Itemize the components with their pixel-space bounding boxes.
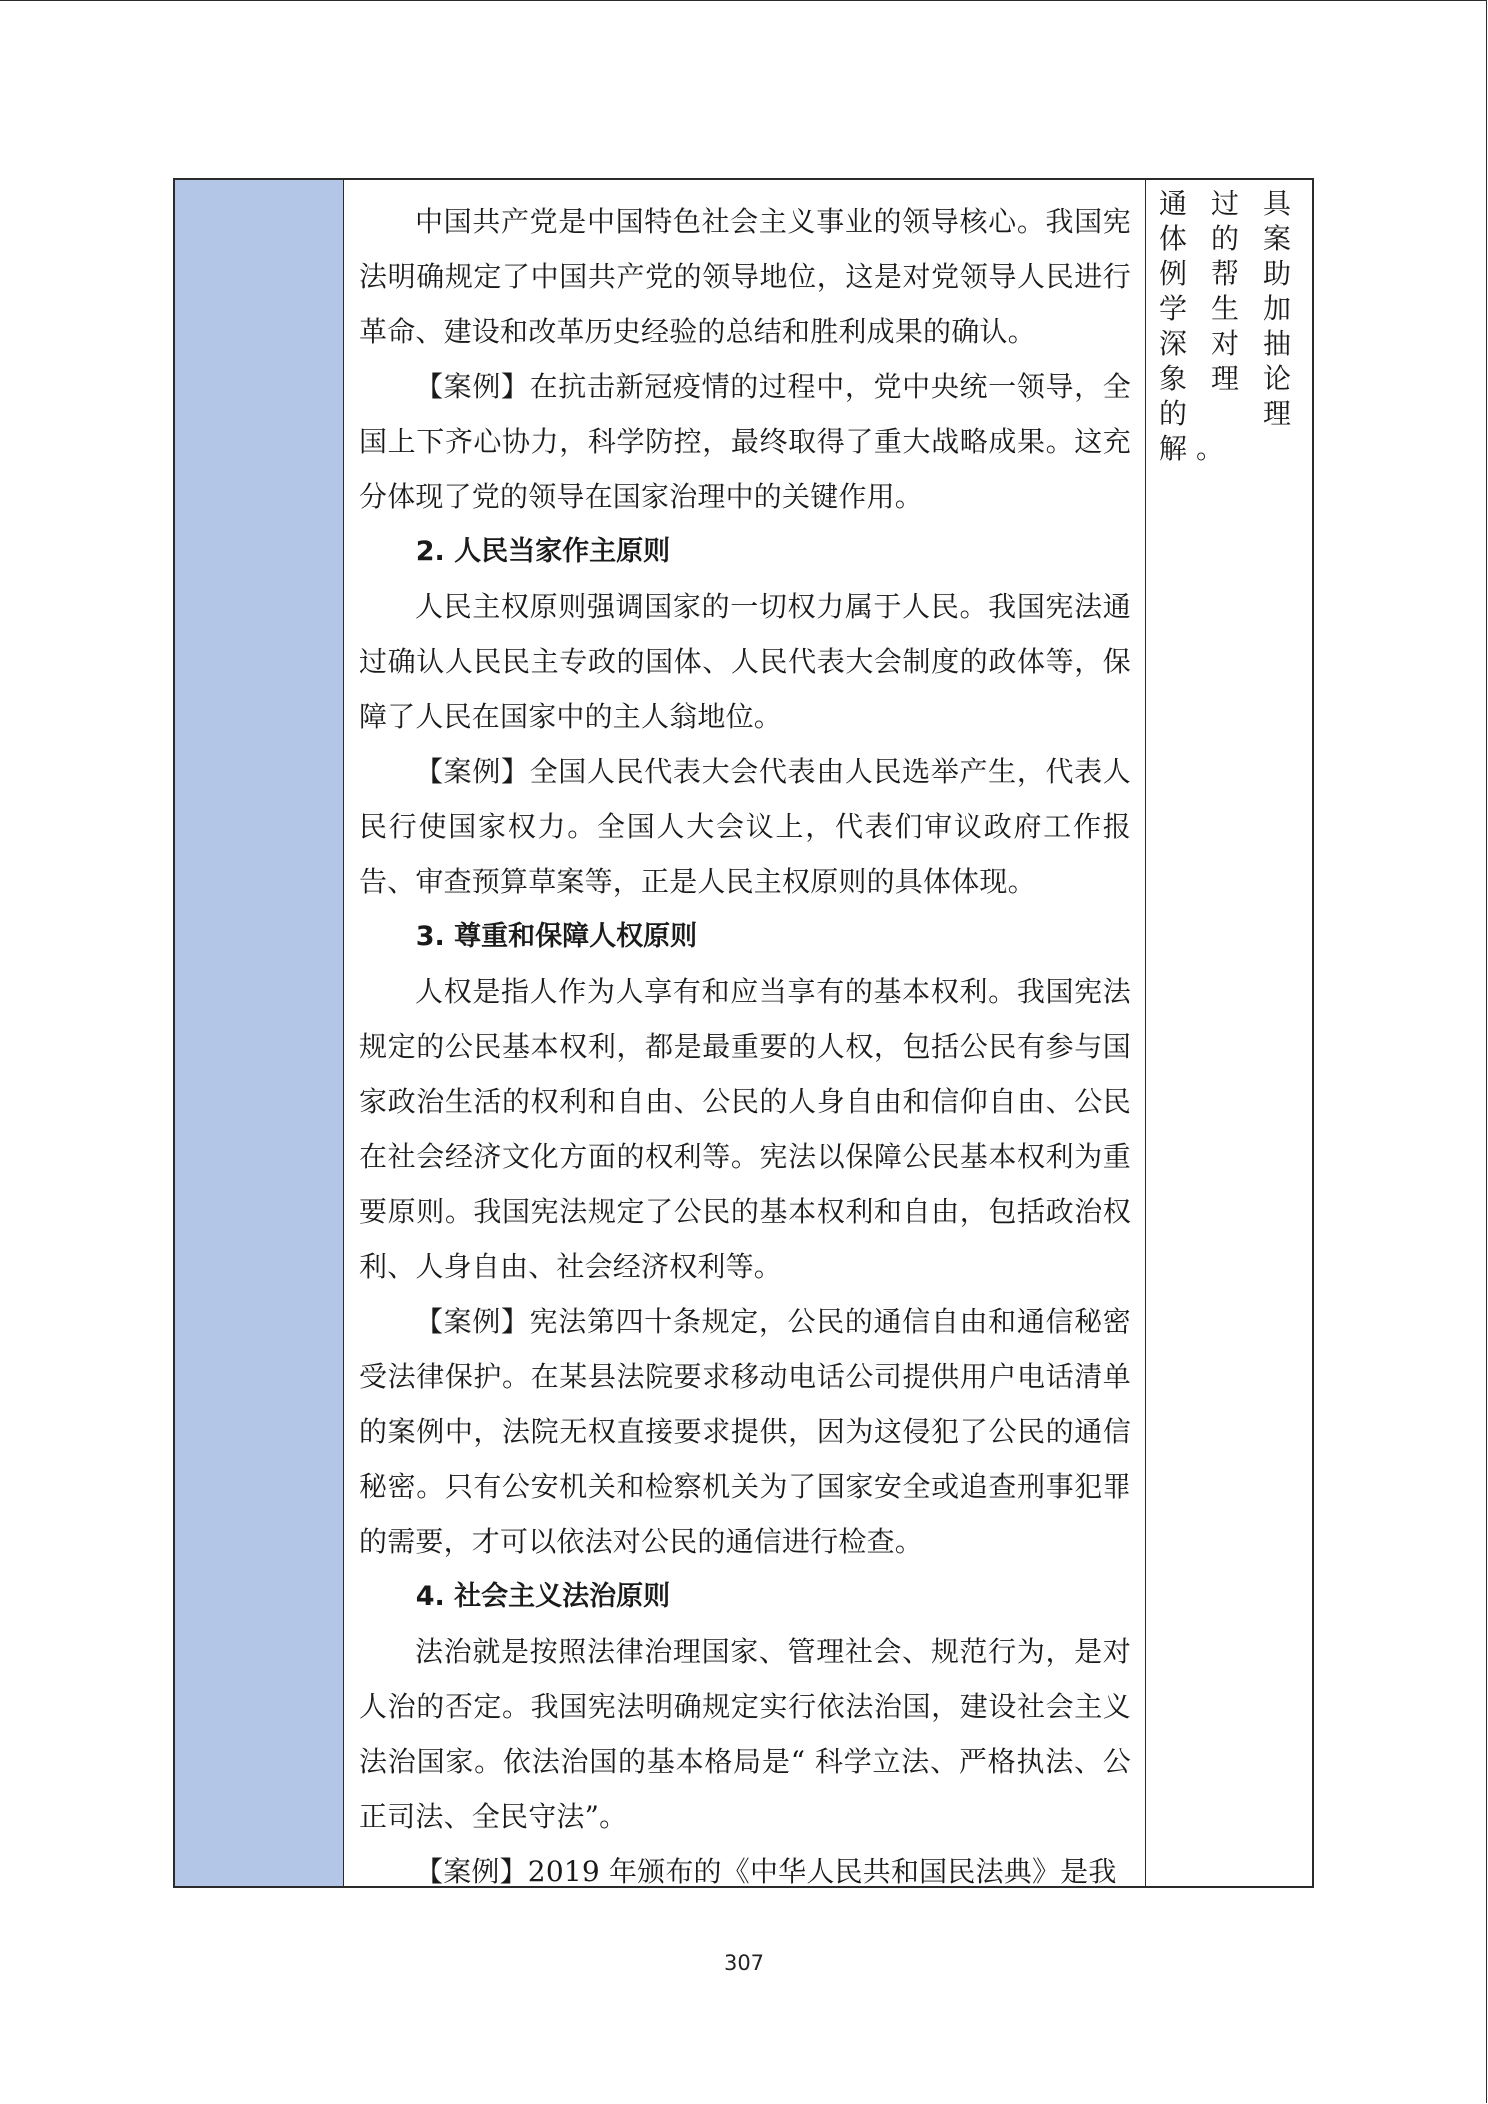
heading-rule-of-law: 4. 社会主义法治原则 <box>415 1581 671 1612</box>
paragraph-case-civil-code: 【案例】2019 年颁布的《中华人民共和国民法典》是我 <box>415 1855 1117 1886</box>
table-content-column <box>344 180 1146 1886</box>
paragraph-case-epidemic: 【案例】在抗击新冠疫情的过程中，党中央统一领导，全国上下齐心协力，科学防控，最终取得了重大战略成果。这充分体现了党的领导在国家治理中的关键作用。 <box>359 370 1131 513</box>
paragraph-party-leadership: 中国共产党是中国特色社会主义事业的领导核心。我国宪法明确规定了中国共产党的领导地位，这是对党领导人民进行革命、建设和改革历史经验的总结和胜利成果的确认。 <box>359 205 1131 348</box>
paragraph-case-npc: 【案例】全国人民代表大会代表由人民选举产生，代表人民行使国家权力。全国人大会议上，代表们审议政府工作报告、审查预算草案等，正是人民主权原则的具体体现。 <box>359 755 1131 898</box>
page-number: 307 <box>723 1951 765 1975</box>
paragraph-case-communication: 【案例】宪法第四十条规定，公民的通信自由和通信秘密受法律保护。在某县法院要求移动电话公司提供用户电话清单的案例中，法院无权直接要求提供，因为这侵犯了公民的通信秘密。只有公安机关和检察机关为了国家安全或追查刑事犯罪的需要，才可以依法对公民的通信进行检查。 <box>359 1305 1131 1558</box>
table-left-column <box>175 180 344 1886</box>
paragraph-people-sovereignty: 人民主权原则强调国家的一切权力属于人民。我国宪法通过确认人民民主专政的国体、人民代表大会制度的政体等，保障了人民在国家中的主人翁地位。 <box>359 590 1131 733</box>
lesson-table <box>173 178 1314 1888</box>
heading-people-master: 2. 人民当家作主原则 <box>415 536 671 567</box>
paragraph-human-rights: 人权是指人作为人享有和应当享有的基本权利。我国宪法规定的公民基本权利，都是最重要的人权，包括公民有参与国家政治生活的权利和自由、公民的人身自由和信仰自由、公民在社会经济文化方面的权利等。宪法以保障公民基本权利为重要原则。我国宪法规定了公民的基本权利和自由，包括政治权利、人身自由、社会经济权利等。 <box>359 975 1131 1283</box>
heading-human-rights: 3. 尊重和保障人权原则 <box>415 921 698 952</box>
teaching-note: 通过具体的案例帮助学生加深对抽象理论的理解。 <box>1159 187 1300 465</box>
paragraph-rule-of-law: 法治就是按照法律治理国家、管理社会、规范行为，是对人治的否定。我国宪法明确规定实行依法治国，建设社会主义法治国家。依法治国的基本格局是“ 科学立法、严格执法、公正司法、全民守法”。 <box>359 1635 1131 1833</box>
table-note-column <box>1146 180 1312 1886</box>
